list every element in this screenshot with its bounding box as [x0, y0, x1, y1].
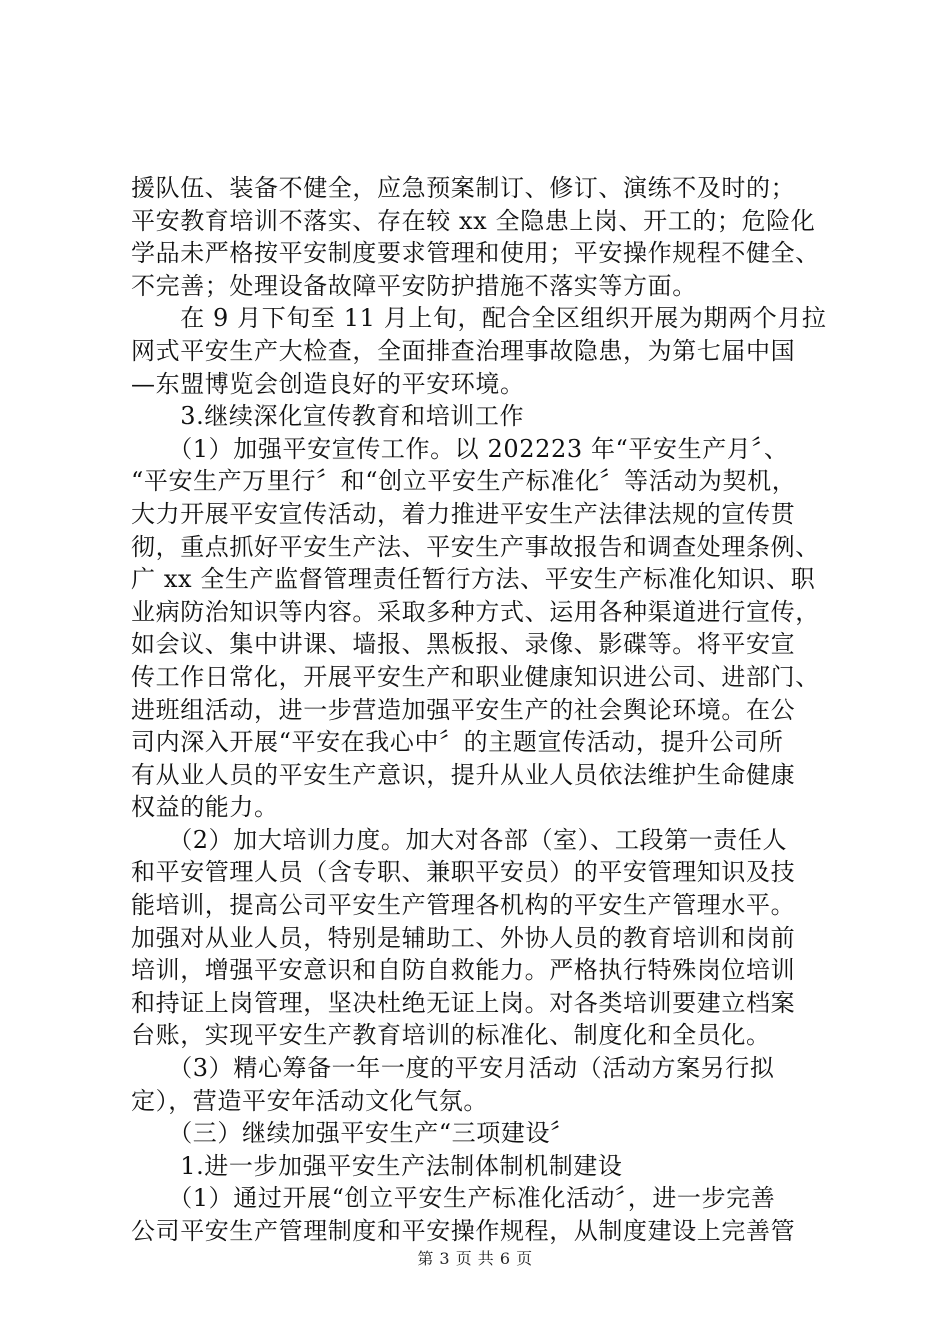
text-line: 和持证上岗管理，坚决杜绝无证上岗。对各类培训要建立档案 — [131, 988, 796, 1017]
text-line: 学品未严格按平安制度要求管理和使用；平安操作规程不健全、 — [131, 239, 820, 268]
text-line: 能培训，提高公司平安生产管理各机构的平安生产管理水平。 — [131, 891, 796, 920]
text-line: （3）精心筹备一年一度的平安月活动（活动方案另行拟 — [131, 1054, 775, 1083]
text-line: （2）加大培训力度。加大对各部（室）、工段第一责任人 — [131, 825, 788, 854]
text-line: 大力开展平安宣传活动，着力推进平安生产法律法规的宣传贯 — [131, 499, 796, 528]
text-line: 广 xx 全生产监督管理责任暂行方法、平安生产标准化知识、职 — [131, 565, 816, 594]
page-number: 第 3 页 共 6 页 — [417, 1249, 533, 1268]
text-line: —东盟博览会创造良好的平安环境。 — [131, 369, 525, 398]
text-line: （1）加强平安宣传工作。以 202223 年“平安生产月〞、 — [131, 434, 789, 463]
document-body — [131, 172, 831, 1248]
text-line: 不完善；处理设备故障平安防护措施不落实等方面。 — [131, 271, 697, 300]
text-line: 公司平安生产管理制度和平安操作规程，从制度建设上完善管 — [131, 1217, 796, 1245]
page-footer — [0, 1246, 950, 1269]
text-line: 网式平安生产大检查，全面排查治理事故隐患，为第七届中国 — [131, 336, 796, 365]
text-line: 援队伍、装备不健全，应急预案制订、修订、演练不及时的； — [131, 174, 796, 202]
text-line: （1）通过开展“创立平安生产标准化活动〞，进一步完善 — [131, 1184, 776, 1213]
text-line: 司内深入开展“平安在我心中〞的主题宣传活动，提升公司所 — [131, 728, 784, 757]
text-line: “平安生产万里行〞和“创立平安生产标准化〞等活动为契机， — [131, 467, 797, 496]
text-line: 在 9 月下旬至 11 月上旬，配合全区组织开展为期两个月拉 — [131, 304, 827, 333]
text-line: 权益的能力。 — [131, 793, 279, 822]
text-line: 进班组活动，进一步营造加强平安生产的社会舆论环境。在公 — [131, 695, 796, 724]
text-line: 平安教育培训不落实、存在较 xx 全隐患上岗、开工的；危险化 — [131, 206, 816, 235]
text-line: 和平安管理人员（含专职、兼职平安员）的平安管理知识及技 — [131, 858, 796, 887]
text-line: 业病防治知识等内容。采取多种方式、运用各种渠道进行宣传， — [131, 597, 820, 626]
text-line: 传工作日常化，开展平安生产和职业健康知识进公司、进部门、 — [131, 662, 820, 691]
text-line: 彻，重点抓好平安生产法、平安生产事故报告和调查处理条例、 — [131, 532, 820, 561]
section-heading: （三）继续加强平安生产“三项建设〞 — [131, 1119, 575, 1148]
text-line: 定），营造平安年活动文化气氛。 — [131, 1086, 488, 1115]
text-line: 台账，实现平安生产教育培训的标准化、制度化和全员化。 — [131, 1021, 771, 1050]
text-line: 培训，增强平安意识和自防自救能力。严格执行特殊岗位培训 — [131, 956, 796, 985]
text-line: 如会议、集中讲课、墙报、黑板报、录像、影碟等。将平安宣 — [131, 630, 796, 659]
text-line: 加强对从业人员，特别是辅助工、外协人员的教育培训和岗前 — [131, 923, 796, 952]
section-heading: 1.进一步加强平安生产法制体制机制建设 — [131, 1151, 623, 1180]
text-line: 有从业人员的平安生产意识，提升从业人员依法维护生命健康 — [131, 760, 796, 789]
section-heading: 3.继续深化宣传教育和培训工作 — [131, 402, 525, 431]
